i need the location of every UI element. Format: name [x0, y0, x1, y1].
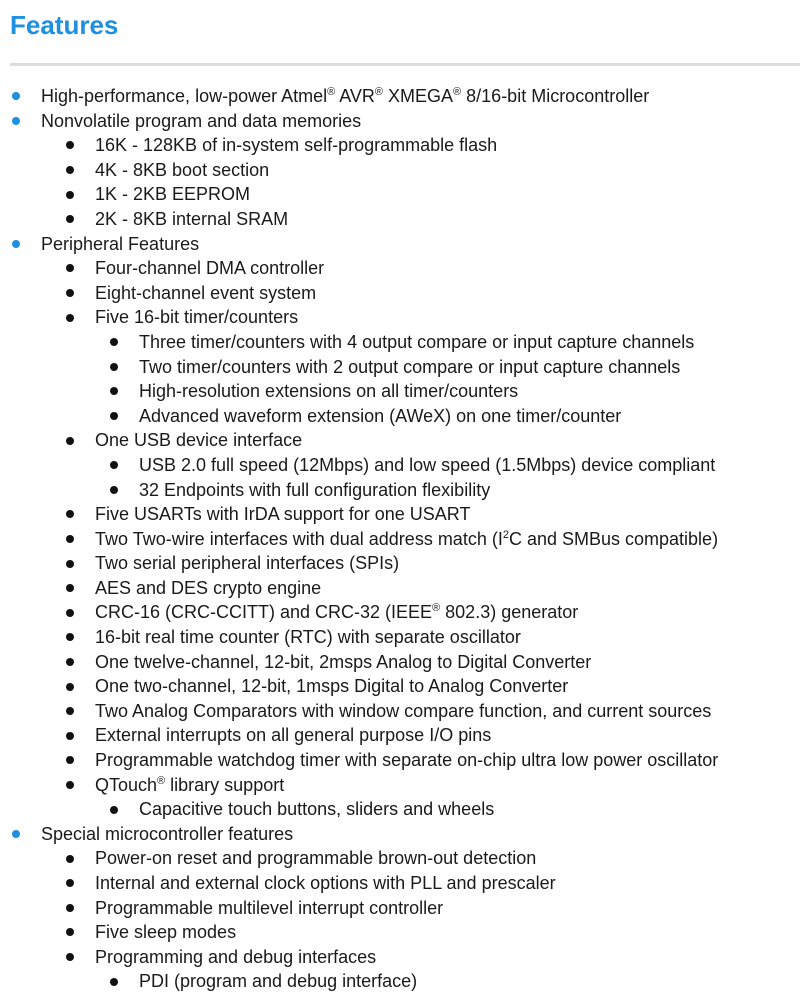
- text-run: Programmable watchdog timer with separate on-chip ultra low power oscillator: [95, 750, 719, 771]
- list-item-text: [95, 773, 284, 798]
- list-item-level-1: [0, 699, 800, 724]
- list-item-text: [95, 182, 250, 207]
- list-item-text: [95, 551, 399, 576]
- text-run: Three timer/counters with 4 output compare or input capture channels: [139, 331, 695, 352]
- list-item-level-0: [0, 84, 800, 109]
- text-run: Capacitive touch buttons, sliders and wheels: [139, 799, 495, 820]
- list-item-text: [95, 133, 497, 158]
- list-item-text: [139, 478, 490, 503]
- list-item-level-1: [0, 650, 800, 675]
- bullet-icon: [66, 560, 74, 568]
- text-run: C and SMBus compatible): [508, 528, 719, 549]
- bullet-icon: [66, 683, 74, 691]
- list-item-level-1: [0, 256, 800, 281]
- text-run: Advanced waveform extension (AWeX) on one timer/counter: [139, 405, 622, 426]
- text-run: High-performance, low-power Atmel: [41, 86, 328, 106]
- list-item-text: [95, 699, 711, 724]
- text-run: Five 16-bit timer/counters: [95, 307, 299, 328]
- text-run: High-resolution extensions on all timer/counters: [139, 381, 519, 402]
- list-item-level-2: [0, 379, 800, 404]
- list-item-text: [95, 600, 578, 625]
- text-run: One USB device interface: [95, 430, 303, 451]
- bullet-icon: [66, 756, 74, 764]
- text-run: Special microcontroller features: [41, 823, 294, 844]
- text-run: AVR: [335, 86, 375, 106]
- bullet-icon: [66, 781, 74, 789]
- list-item-level-0: [0, 232, 800, 257]
- superscript-mark: ®: [453, 86, 462, 98]
- list-item-level-1: [0, 133, 800, 158]
- list-item-level-2: [0, 478, 800, 503]
- text-run: Two timer/counters with 2 output compare or input capture channels: [139, 356, 681, 377]
- text-run: One two-channel, 12-bit, 1msps Digital to Analog Converter: [95, 676, 569, 697]
- text-run: CRC-16 (CRC-CCITT) and CRC-32 (IEEE: [95, 602, 433, 623]
- list-item-level-1: [0, 871, 800, 896]
- list-item-text: [139, 330, 694, 355]
- list-item-level-1: [0, 674, 800, 699]
- text-run: One twelve-channel, 12-bit, 2msps Analog to Digital Converter: [95, 651, 592, 672]
- list-item-level-1: [0, 896, 800, 921]
- text-run: 32 Endpoints with full configuration flexibility: [139, 479, 491, 500]
- list-item-text: [95, 428, 302, 453]
- list-item-text: [95, 748, 718, 773]
- text-run: Programming and debug interfaces: [95, 946, 377, 967]
- text-run: Nonvolatile program and data memories: [41, 110, 362, 131]
- text-run: QTouch: [95, 774, 158, 795]
- list-item-text: [95, 158, 269, 183]
- feature-list: [0, 84, 800, 994]
- list-item-text: [95, 650, 591, 675]
- list-item-level-1: [0, 723, 800, 748]
- list-item-text: [139, 355, 680, 380]
- bullet-icon: [110, 486, 118, 494]
- bullet-icon: [66, 855, 74, 863]
- text-run: 2K - 8KB internal SRAM: [95, 208, 289, 229]
- text-run: 4K - 8KB boot section: [95, 159, 270, 180]
- text-run: Two serial peripheral interfaces (SPIs): [95, 553, 400, 574]
- bullet-icon: [110, 806, 118, 814]
- list-item-text: [41, 109, 361, 134]
- bullet-icon: [12, 830, 20, 838]
- bullet-icon: [66, 953, 74, 961]
- text-run: Peripheral Features: [41, 233, 200, 254]
- bullet-icon: [66, 904, 74, 912]
- bullet-icon: [66, 535, 74, 543]
- list-item-text: [95, 576, 321, 601]
- bullet-icon: [66, 437, 74, 445]
- text-run: 16-bit real time counter (RTC) with separate oscillator: [95, 627, 521, 648]
- list-item-text: [139, 797, 494, 822]
- list-item-level-2: [0, 797, 800, 822]
- bullet-icon: [110, 387, 118, 395]
- list-item-text: [95, 527, 718, 552]
- bullet-icon: [66, 707, 74, 715]
- list-item-level-1: [0, 625, 800, 650]
- bullet-icon: [12, 92, 20, 100]
- list-item-level-1: [0, 846, 800, 871]
- list-item-text: [139, 379, 518, 404]
- list-item-level-1: [0, 600, 800, 625]
- bullet-icon: [110, 461, 118, 469]
- list-item-level-0: [0, 109, 800, 134]
- superscript-mark: ®: [432, 602, 441, 615]
- text-run: XMEGA: [383, 86, 454, 106]
- list-item-text: [139, 969, 417, 994]
- superscript-mark: 2: [502, 528, 509, 541]
- bullet-icon: [66, 879, 74, 887]
- list-item-text: [41, 232, 199, 257]
- text-run: External interrupts on all general purpose I/O pins: [95, 725, 492, 746]
- list-item-text: [139, 453, 715, 478]
- bullet-icon: [110, 338, 118, 346]
- list-item-level-2: [0, 453, 800, 478]
- bullet-icon: [110, 412, 118, 420]
- bullet-icon: [110, 363, 118, 371]
- superscript-mark: ®: [374, 86, 384, 98]
- list-item-level-1: [0, 576, 800, 601]
- list-item-text: [41, 822, 293, 847]
- list-item-level-1: [0, 158, 800, 183]
- list-item-level-2: [0, 355, 800, 380]
- bullet-icon: [66, 264, 74, 272]
- list-item-level-1: [0, 281, 800, 306]
- text-run: PDI (program and debug interface): [139, 971, 418, 992]
- list-item-level-2: [0, 969, 800, 994]
- page-title: Features: [10, 10, 119, 40]
- bullet-icon: [12, 117, 20, 125]
- bullet-icon: [66, 658, 74, 666]
- list-item-text: [95, 625, 521, 650]
- list-item-text: [95, 256, 324, 281]
- text-run: Eight-channel event system: [95, 282, 317, 303]
- text-run: library support: [165, 774, 285, 795]
- text-run: 1K - 2KB EEPROM: [95, 184, 251, 205]
- list-item-level-1: [0, 945, 800, 970]
- text-run: 802.3) generator: [440, 602, 579, 623]
- list-item-level-1: [0, 773, 800, 798]
- superscript-mark: ®: [327, 86, 336, 98]
- list-item-level-1: [0, 920, 800, 945]
- superscript-mark: ®: [157, 774, 166, 787]
- bullet-icon: [66, 289, 74, 297]
- list-item-level-1: [0, 428, 800, 453]
- list-item-text: [95, 945, 376, 970]
- list-item-level-1: [0, 182, 800, 207]
- bullet-icon: [66, 510, 74, 518]
- text-run: 16K - 128KB of in-system self-programmable flash: [95, 135, 498, 156]
- list-item-level-2: [0, 330, 800, 355]
- text-run: AES and DES crypto engine: [95, 577, 322, 598]
- text-run: Two Analog Comparators with window compare function, and current sources: [95, 700, 712, 721]
- text-run: Four-channel DMA controller: [95, 258, 325, 279]
- text-run: 8/16-bit Microcontroller: [461, 86, 650, 106]
- bullet-icon: [66, 314, 74, 322]
- list-item-level-1: [0, 551, 800, 576]
- list-item-level-1: [0, 527, 800, 552]
- list-item-text: [95, 896, 443, 921]
- bullet-icon: [66, 584, 74, 592]
- list-item-text: [95, 723, 491, 748]
- bullet-icon: [66, 633, 74, 641]
- bullet-icon: [66, 141, 74, 149]
- list-item-text: [41, 84, 649, 109]
- list-item-text: [95, 281, 316, 306]
- bullet-icon: [66, 928, 74, 936]
- list-item-text: [139, 404, 621, 429]
- list-item-level-1: [0, 305, 800, 330]
- list-item-text: [95, 871, 556, 896]
- list-item-level-1: [0, 502, 800, 527]
- text-run: Programmable multilevel interrupt controller: [95, 897, 444, 918]
- text-run: Five sleep modes: [95, 922, 237, 943]
- bullet-icon: [66, 732, 74, 740]
- list-item-text: [95, 305, 298, 330]
- list-item-text: [95, 920, 236, 945]
- bullet-icon: [66, 166, 74, 174]
- text-run: Internal and external clock options with PLL and prescaler: [95, 873, 556, 893]
- text-run: USB 2.0 full speed (12Mbps) and low speed (1.5Mbps) device compliant: [139, 454, 716, 475]
- bullet-icon: [12, 240, 20, 248]
- title-divider: [10, 63, 800, 66]
- list-item-text: [95, 207, 288, 232]
- list-item-level-0: [0, 822, 800, 847]
- bullet-icon: [110, 978, 118, 986]
- list-item-text: [95, 502, 470, 527]
- text-run: Power-on reset and programmable brown-out detection: [95, 848, 537, 869]
- list-item-text: [95, 674, 568, 699]
- list-item-level-1: [0, 207, 800, 232]
- bullet-icon: [66, 191, 74, 199]
- list-item-level-2: [0, 404, 800, 429]
- text-run: Two Two-wire interfaces with dual address match (I: [95, 528, 503, 549]
- bullet-icon: [66, 609, 74, 617]
- list-item-level-1: [0, 748, 800, 773]
- text-run: Five USARTs with IrDA support for one USART: [95, 504, 471, 525]
- bullet-icon: [66, 215, 74, 223]
- list-item-text: [95, 846, 536, 871]
